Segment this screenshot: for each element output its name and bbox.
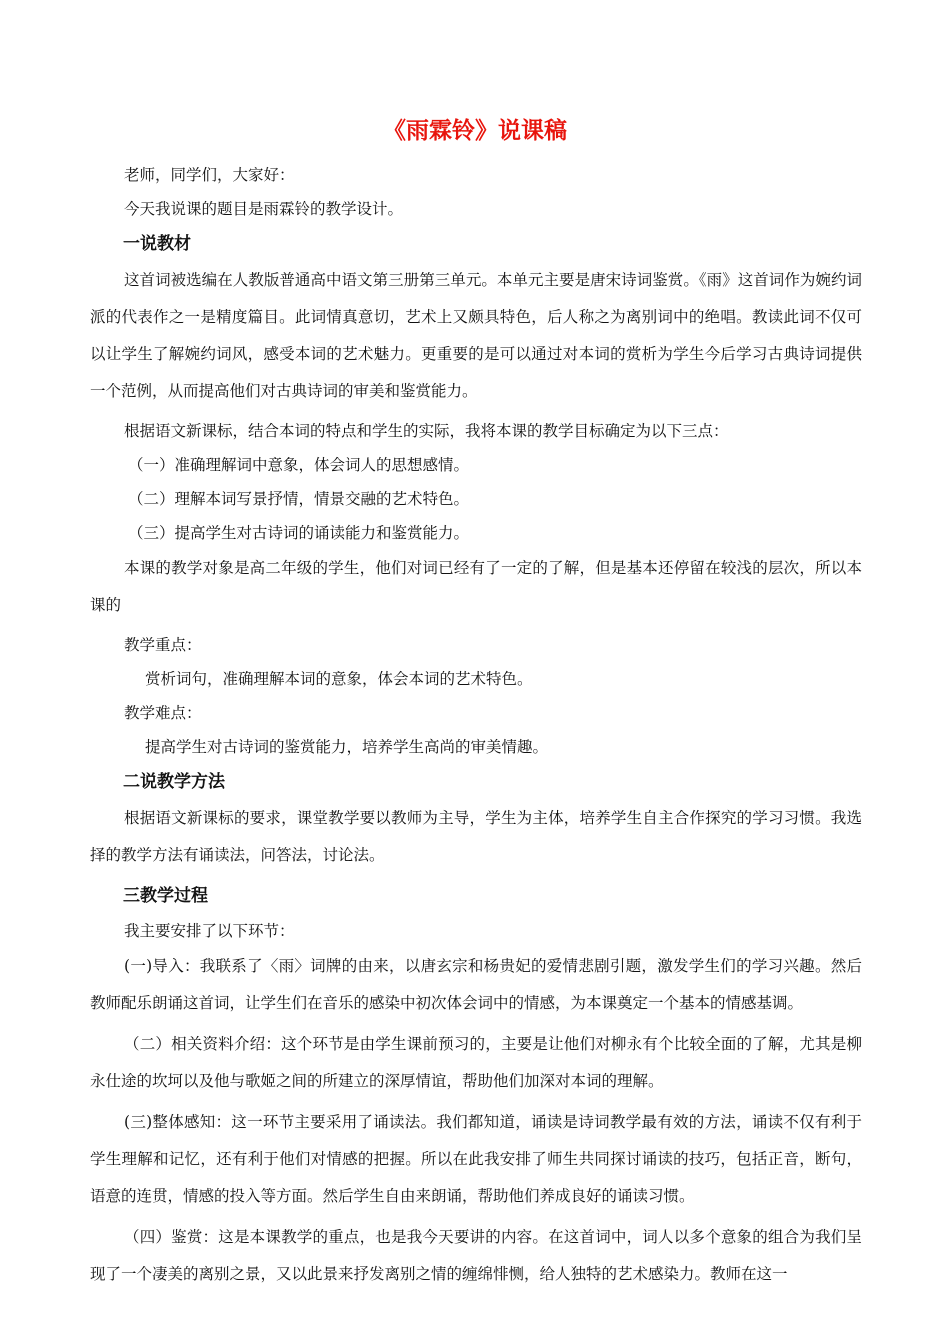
section-heading-process: 三教学过程: [123, 886, 208, 906]
key-point-label: 教学重点：: [124, 636, 202, 654]
document-body: [90, 158, 862, 1293]
goal-item-1: （一）准确理解词中意象，体会词人的思想感情。: [128, 456, 470, 474]
process-step-4: （四）鉴赏：这是本课教学的重点，也是我今天要讲的内容。在这首词中，词人以多个意象的组合为我们呈现了一个凄美的离别之景，又以此景来抒发离别之情的缠绵悱恻，给人独特的艺术感染力。教师在这一: [90, 1228, 862, 1283]
section-heading-methods: 二说教学方法: [123, 772, 225, 792]
goal-item-2: （二）理解本词写景抒情，情景交融的艺术特色。: [128, 490, 470, 508]
intro-line: 今天我说课的题目是雨霖铃的教学设计。: [124, 200, 404, 218]
difficult-point-label: 教学难点：: [124, 704, 202, 722]
students-paragraph: 本课的教学对象是高二年级的学生，他们对词已经有了一定的了解，但是基本还停留在较浅的层次，所以本课的: [90, 559, 862, 614]
section-heading-textbook: 一说教材: [123, 234, 191, 254]
greeting: 老师，同学们，大家好：: [124, 166, 295, 184]
process-intro: 我主要安排了以下环节：: [124, 922, 295, 940]
difficult-point-text: 提高学生对古诗词的鉴赏能力，培养学生高尚的审美情趣。: [145, 738, 549, 756]
process-step-2: （二）相关资料介绍：这个环节是由学生课前预习的，主要是让他们对柳永有个比较全面的了解，尤其是柳永仕途的坎坷以及他与歌姬之间的所建立的深厚情谊，帮助他们加深对本词的理解。: [90, 1035, 862, 1090]
goal-item-3: （三）提高学生对古诗词的诵读能力和鉴赏能力。: [128, 524, 470, 542]
textbook-paragraph: 这首词被选编在人教版普通高中语文第三册第三单元。本单元主要是唐宋诗词鉴赏。《雨》这首词作为婉约词派的代表作之一是精度篇目。此词情真意切，艺术上又颇具特色，后人称之为离别词中的绝唱。教读此词不仅可以让学生了解婉约词风，感受本词的艺术魅力。更重要的是可以通过对本词的赏析为学生今后学习古典诗词提供一个范例，从而提高他们对古典诗词的审美和鉴赏能力。: [90, 271, 862, 400]
methods-paragraph: 根据语文新课标的要求，课堂教学要以教师为主导，学生为主体，培养学生自主合作探究的学习习惯。我选择的教学方法有诵读法，问答法，讨论法。: [90, 809, 862, 864]
goals-intro: 根据语文新课标，结合本词的特点和学生的实际，我将本课的教学目标确定为以下三点：: [124, 422, 729, 440]
key-point-text: 赏析词句，准确理解本词的意象，体会本词的艺术特色。: [145, 670, 533, 688]
process-step-3: (三)整体感知：这一环节主要采用了诵读法。我们都知道，诵读是诗词教学最有效的方法，诵读不仅有利于学生理解和记忆，还有利于他们对情感的把握。所以在此我安排了师生共同探讨诵读的技巧，包括正音，断句，语意的连贯，情感的投入等方面。然后学生自由来朗诵，帮助他们养成良好的诵读习惯。: [90, 1113, 862, 1205]
process-step-1: (一)导入：我联系了〈雨〉词牌的由来，以唐玄宗和杨贵妃的爱情悲剧引题，激发学生们的学习兴趣。然后教师配乐朗诵这首词，让学生们在音乐的感染中初次体会词中的情感，为本课奠定一个基本的情感基调。: [90, 957, 862, 1012]
document-title: 《雨霖铃》说课稿: [383, 117, 567, 144]
